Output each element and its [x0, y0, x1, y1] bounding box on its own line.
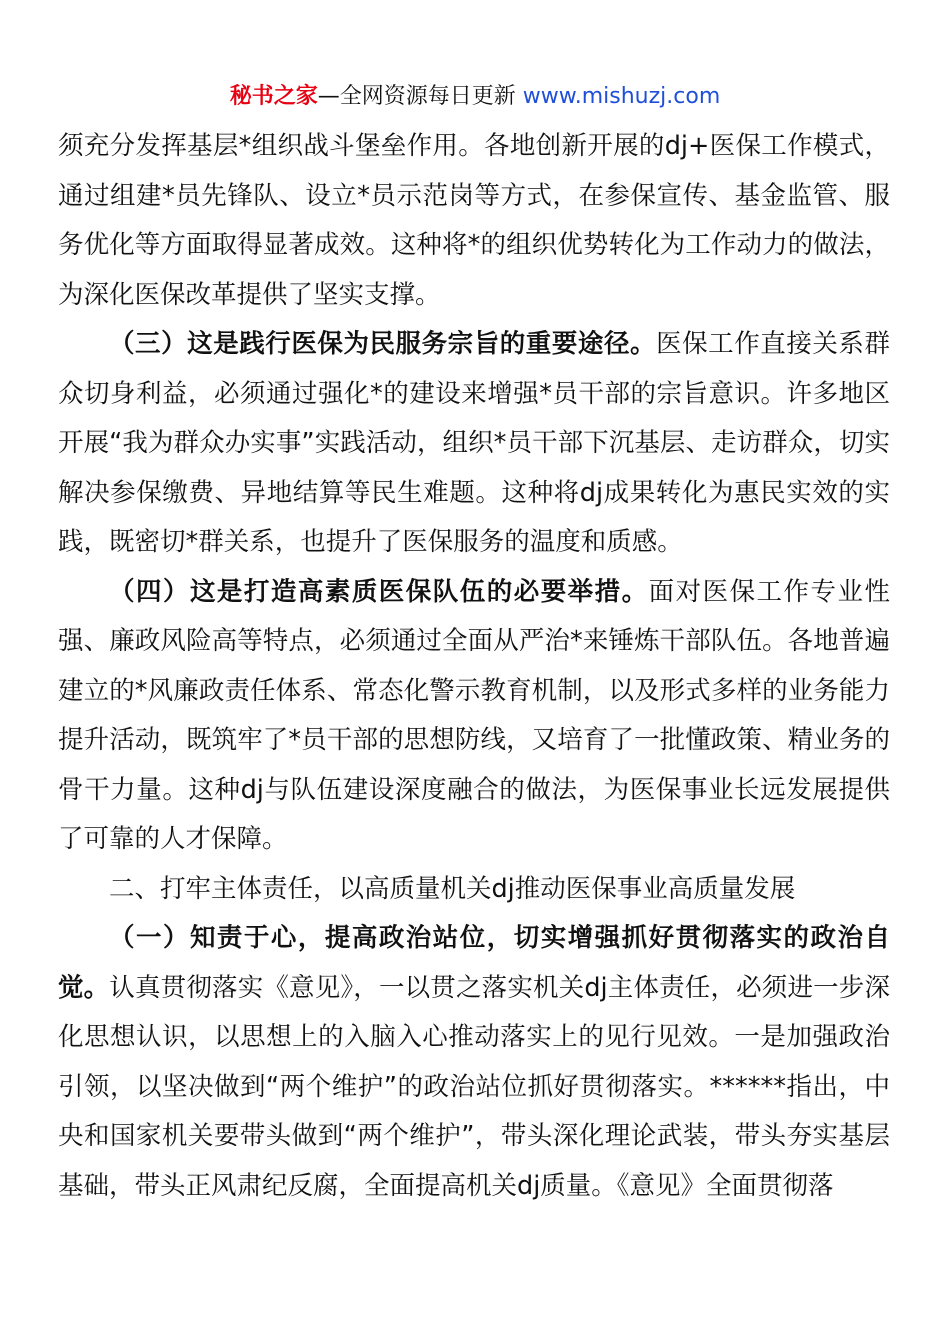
- site-header: [0, 82, 950, 112]
- heading-text: 二、打牢主体责任，以高质量机关dj推动医保事业高质量发展: [109, 873, 796, 904]
- paragraph-section-3: [58, 320, 890, 568]
- site-brand: 秘书之家: [229, 84, 318, 109]
- site-tagline: —全网资源每日更新: [317, 84, 516, 109]
- site-url-link[interactable]: www.mishuzj.com: [522, 84, 721, 109]
- paragraph-subsection-1: [58, 914, 890, 1211]
- paragraph-lead-heading: （一）知责于心，提高政治站位，切实增强抓好贯彻落实的政治自觉。: [58, 923, 890, 1003]
- paragraph-lead-heading: （三）这是践行医保为民服务宗旨的重要途径。: [109, 329, 657, 359]
- paragraph-text: 认真贯彻落实《意见》，一以贯之落实机关dj主体责任，必须进一步深化思想认识，以思想上的入脑入心推动落实上的见行见效。一是加强政治引领，以坚决做到“两个维护”的政治站位抓好贯彻落实。******指出，中央和国家机关要带头做到“两个维护”，带头深化理论武装，带头夯实基层基础，带头正风肃纪反腐，全面提高机关dj质量。《意见》全面贯彻落: [58, 972, 890, 1201]
- paragraph-lead-heading: （四）这是打造高素质医保队伍的必要举措。: [109, 576, 649, 607]
- paragraph-text: 须充分发挥基层*组织战斗堡垒作用。各地创新开展的dj+医保工作模式，通过组建*员先锋队、设立*员示范岗等方式，在参保宣传、基金监管、服务优化等方面取得显著成效。这种将*的组织优势转化为工作动力的做法，为深化医保改革提供了坚实支撑。: [58, 131, 890, 310]
- section-heading-2: [58, 865, 890, 915]
- paragraph-section-4: [58, 568, 890, 865]
- paragraph-continuation: [58, 122, 890, 320]
- paragraph-text: 医保工作直接关系群众切身利益，必须通过强化*的建设来增强*员干部的宗旨意识。许多地区开展“我为群众办实事”实践活动，组织*员干部下沉基层、走访群众，切实解决参保缴费、异地结算等民生难题。这种将dj成果转化为惠民实效的实践，既密切*群关系，也提升了医保服务的温度和质感。: [58, 329, 890, 557]
- paragraph-text: 面对医保工作专业性强、廉政风险高等特点，必须通过全面从严治*来锤炼干部队伍。各地普遍建立的*风廉政责任体系、常态化警示教育机制，以及形式多样的业务能力提升活动，既筑牢了*员干部的思想防线，又培育了一批懂政策、精业务的骨干力量。这种dj与队伍建设深度融合的做法，为医保事业长远发展提供了可靠的人才保障。: [58, 576, 890, 854]
- document-body: [58, 122, 890, 1211]
